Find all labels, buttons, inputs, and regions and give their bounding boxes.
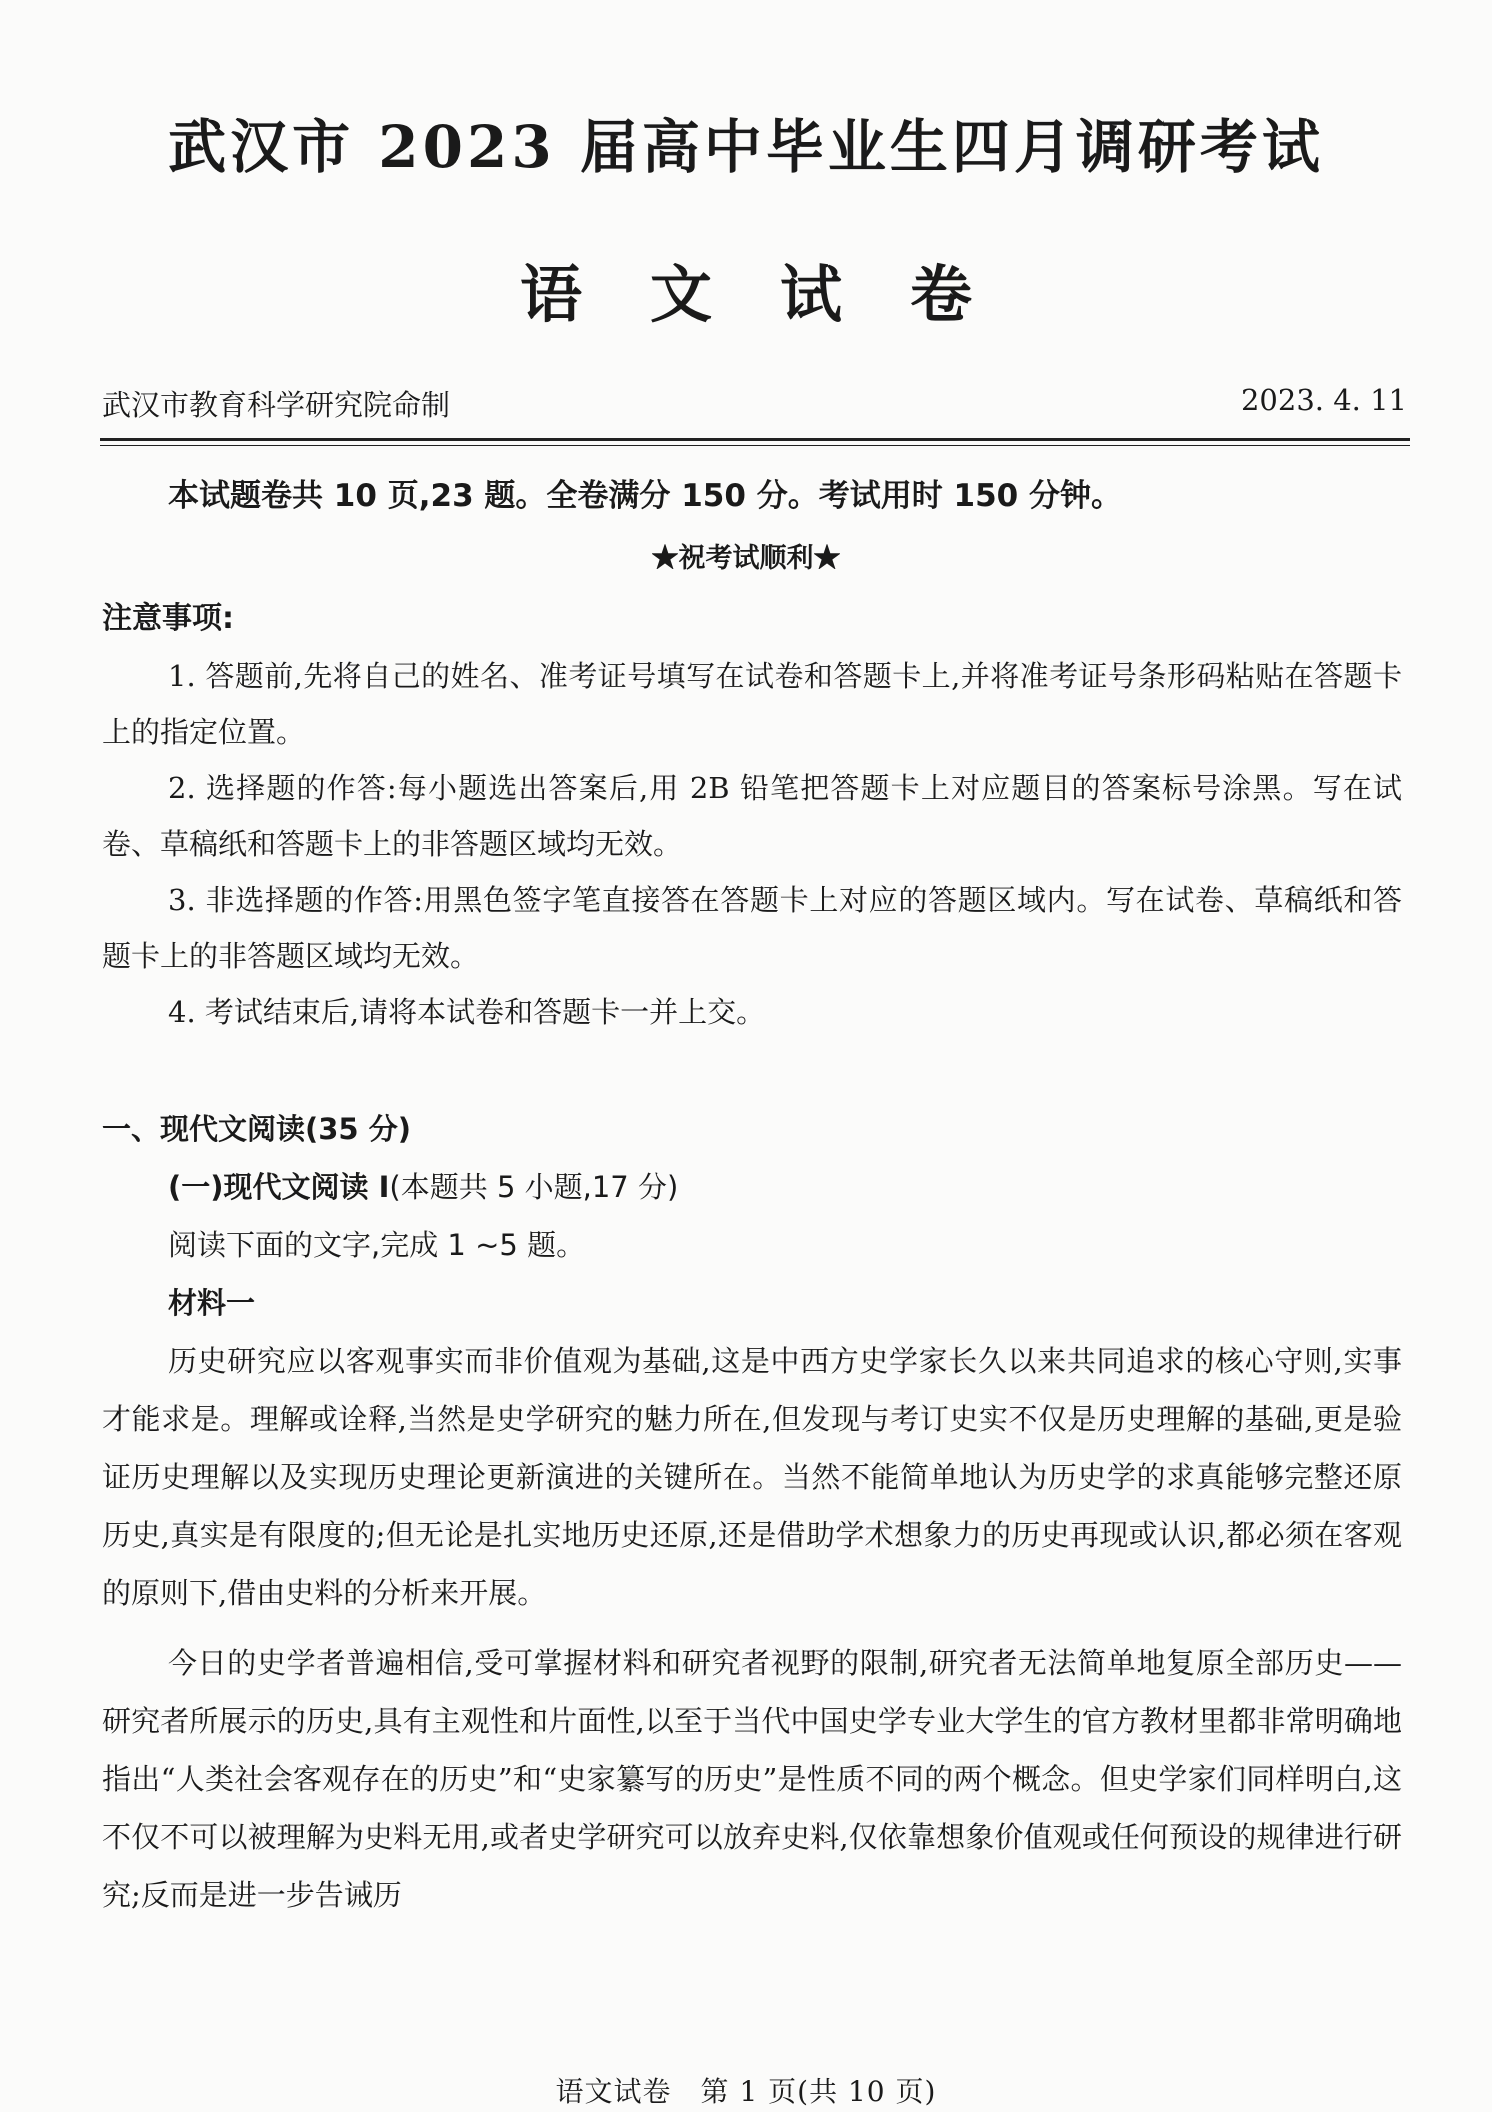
exam-date: 2023. 4. 11 bbox=[1240, 383, 1407, 417]
sub-heading-bold: (一)现代文阅读 Ⅰ bbox=[168, 1170, 390, 1204]
blessing-line: ★祝考试顺利★ bbox=[651, 543, 841, 574]
note-item: 3. 非选择题的作答:用黑色签字笔直接答在答题卡上对应的答题区域内。写在试卷、草稿纸和答题卡上的非答题区域均无效。 bbox=[102, 883, 1402, 973]
passage-paragraph: 历史研究应以客观事实而非价值观为基础,这是中西方史学家长久以来共同追求的核心守则,实事才能求是。理解或诠释,当然是史学研究的魅力所在,但发现与考订史实不仅是历史理解的基础,更是验证历史理解以及实现历史理论更新演进的关键所在。当然不能简单地认为历史学的求真能够完整还原历史,真实是有限度的;但无论是扎实地历史还原,还是借助学术想象力的历史再现或认识,都必须在客观的原则下,借由史料的分析来开展。 bbox=[102, 1344, 1402, 1610]
reading-instruction: 阅读下面的文字,完成 1 ~5 题。 bbox=[168, 1228, 586, 1262]
note-item: 2. 选择题的作答:每小题选出答案后,用 2B 铅笔把答题卡上对应题目的答案标号涂黑。写在试卷、草稿纸和答题卡上的非答题区域均无效。 bbox=[102, 771, 1402, 861]
meta-row bbox=[102, 383, 1407, 424]
sub-section-heading bbox=[102, 1158, 1402, 1216]
header-rule-thin bbox=[100, 445, 1410, 446]
notes-list bbox=[102, 648, 1402, 1040]
section-reading bbox=[102, 1100, 1402, 1924]
exam-summary: 本试题卷共 10 页,23 题。全卷满分 150 分。考试用时 150 分钟。 bbox=[168, 478, 1123, 514]
header-rule-thick bbox=[100, 438, 1410, 441]
section-heading: 一、现代文阅读(35 分) bbox=[102, 1112, 411, 1146]
sub-heading-rest: (本题共 5 小题,17 分) bbox=[389, 1170, 679, 1204]
material-label: 材料一 bbox=[168, 1286, 256, 1320]
notes-heading: 注意事项: bbox=[102, 601, 234, 636]
passage-paragraph: 今日的史学者普遍相信,受可掌握材料和研究者视野的限制,研究者无法简单地复原全部历史——研究者所展示的历史,具有主观性和片面性,以至于当代中国史学专业大学生的官方教材里都非常明确地指出“人类社会客观存在的历史”和“史家纂写的历史”是性质不同的两个概念。但史学家们同样明白,这不仅不可以被理解为史料无用,或者史学研究可以放弃史料,仅依靠想象价值观或任何预设的规律进行研究;反而是进一步告诫历 bbox=[102, 1646, 1402, 1912]
note-item: 4. 考试结束后,请将本试卷和答题卡一并上交。 bbox=[168, 995, 766, 1029]
note-item: 1. 答题前,先将自己的姓名、准考证号填写在试卷和答题卡上,并将准考证号条形码粘贴在答题卡上的指定位置。 bbox=[102, 659, 1402, 749]
issuer: 武汉市教育科学研究院命制 bbox=[102, 388, 451, 422]
exam-title: 武汉市 2023 届高中毕业生四月调研考试 bbox=[168, 113, 1324, 181]
page-footer: 语文试卷 第 1 页(共 10 页) bbox=[555, 2075, 937, 2108]
subject-title: 语文试卷 bbox=[519, 258, 1040, 331]
